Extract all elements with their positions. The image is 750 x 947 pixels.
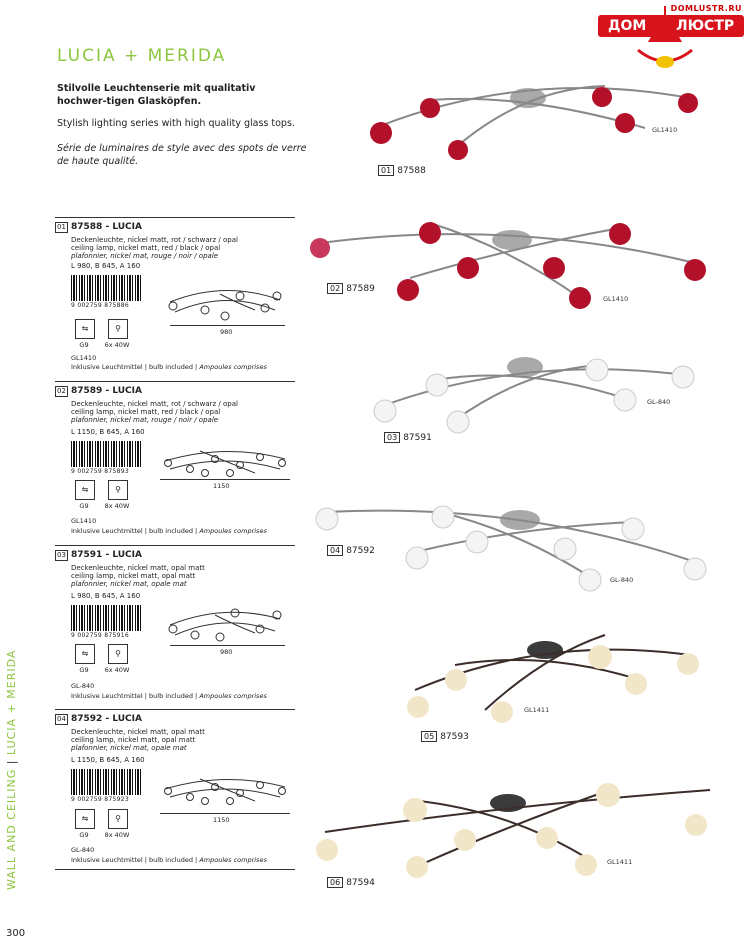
glass-code: GL1410 [71,517,97,525]
bulb-included-fr: Ampoules comprises [199,856,267,864]
chandelier-logo-icon [630,2,700,74]
entry-87588 [55,217,295,377]
socket-icon: ⇋ [75,319,95,339]
entry-dimensions: L 980, B 645, A 160 [71,262,141,270]
entry-desc-fr: plafonnier, nickel mat, rouge / noir / opale [71,416,219,424]
entry-87589 [55,381,295,541]
lamp-sketch-icon [160,443,290,479]
page-title: LUCIA + MERIDA [57,46,227,66]
bulb-icon: ⚲ [108,809,128,829]
socket-icon: ⇋ [75,480,95,500]
entry-dimensions: L 1150, B 645, A 160 [71,756,145,764]
product-photo-87591 [365,345,705,440]
product-label-05 [421,731,469,742]
entry-desc-en: ceiling lamp, nickel matt, opal matt [71,572,196,580]
socket-label: G9 [79,502,89,510]
product-label-02 [327,283,375,294]
product-number: 03 [384,432,400,443]
entry-number: 04 [55,714,68,725]
bulb-icon: ⚲ [108,644,128,664]
dimension-width: 980 [220,648,233,656]
socket-label: G9 [79,831,89,839]
barcode-icon [71,605,141,631]
glass-code: GL1410 [71,354,97,362]
logo-word-dom: ДОМ [608,18,647,34]
product-number: 04 [327,545,343,556]
bulb-included [71,527,267,535]
page-number: 300 [6,928,26,939]
barcode-icon [71,275,141,301]
glass-code-photo-03: GL-840 [647,398,671,406]
product-photo-87588 [355,78,715,168]
product-code: 87593 [440,732,469,742]
socket-label: G9 [79,341,89,349]
glass-code-photo-04: GL-840 [610,576,634,584]
entry-desc-fr: plafonnier, nickel mat, opale mat [71,580,187,588]
product-photo-87589 [300,208,720,318]
barcode-icon [71,769,141,795]
entry-desc-en: ceiling lamp, nickel matt, red / black / opal [71,244,221,252]
side-section-label [5,650,18,890]
glass-code-photo-05: GL1411 [524,706,550,714]
power-label: 8x 40W [104,502,130,510]
intro-french: Série de luminaires de style avec des spots de verre de haute qualité. [57,143,307,167]
product-number: 02 [327,283,343,294]
power-label: 8x 40W [104,831,130,839]
logo-url: DOMLUSTR.RU [670,4,742,13]
side-label-series: LUCIA + MERIDA [5,649,18,755]
intro-german: Stilvolle Leuchtenserie mit qualitativ hochwer-tigen Glasköpfen. [57,83,256,107]
bulb-included-text: Inklusive Leuchtmittel | bulb included | [71,363,200,371]
socket-icon: ⇋ [75,644,95,664]
entry-desc-en: ceiling lamp, nickel matt, red / black / opal [71,408,221,416]
dimension-width: 1150 [213,482,230,490]
dimension-line [160,479,290,480]
lamp-sketch-icon [160,771,290,807]
socket-icon: ⇋ [75,809,95,829]
entry-number: 01 [55,222,68,233]
product-label-04 [327,545,375,556]
entry-87592 [55,709,295,877]
dimension-width: 1150 [213,816,230,824]
barcode-number: 9 002759 875886 [71,302,129,309]
bulb-icon: ⚲ [108,319,128,339]
power-label: 6x 40W [104,341,130,349]
entry-desc-de: Deckenleuchte, nickel matt, rot / schwarz / opal [71,400,238,408]
entry-desc-de: Deckenleuchte, nickel matt, rot / schwarz / opal [71,236,238,244]
glass-code-photo-02: GL1410 [603,295,629,303]
socket-label: G9 [79,666,89,674]
glass-code: GL-840 [71,846,95,854]
product-label-06 [327,877,375,888]
bulb-included [71,692,267,700]
bulb-included-text: Inklusive Leuchtmittel | bulb included | [71,527,200,535]
entry-desc-en: ceiling lamp, nickel matt, opal matt [71,736,196,744]
product-code: 87591 [403,433,432,443]
entry-desc-fr: plafonnier, nickel mat, rouge / noir / opale [71,252,219,260]
entry-number: 03 [55,550,68,561]
glass-code: GL-840 [71,682,95,690]
bulb-included [71,363,267,371]
dimension-line [170,645,285,646]
glass-code-photo-06: GL1411 [607,858,633,866]
dimension-width: 980 [220,328,233,336]
product-code: 87588 [397,166,426,176]
entry-dimensions: L 1150, B 645, A 160 [71,428,145,436]
intro-english: Stylish lighting series with high quality glass tops. [57,118,295,129]
product-number: 06 [327,877,343,888]
entry-heading: 87589 - LUCIA [71,386,142,396]
bulb-included-fr: Ampoules comprises [199,692,267,700]
entry-desc-de: Deckenleuchte, nickel matt, opal matt [71,564,205,572]
entry-heading: 87592 - LUCIA [71,714,142,724]
power-label: 6x 40W [104,666,130,674]
bulb-included-fr: Ampoules comprises [199,527,267,535]
entry-dimensions: L 980, B 645, A 160 [71,592,141,600]
bulb-included-text: Inklusive Leuchtmittel | bulb included | [71,856,200,864]
barcode-number: 9 002759 875923 [71,796,129,803]
logo-word-lustr: ЛЮСТР [676,18,735,34]
entry-heading: 87591 - LUCIA [71,550,142,560]
product-code: 87589 [346,284,375,294]
entry-desc-de: Deckenleuchte, nickel matt, opal matt [71,728,205,736]
glass-code-photo-01: GL1410 [652,126,678,134]
entry-number: 02 [55,386,68,397]
side-label-sep: | [5,759,18,765]
bulb-included-fr: Ampoules comprises [199,363,267,371]
barcode-icon [71,441,141,467]
entry-heading: 87588 - LUCIA [71,222,142,232]
bulb-included-text: Inklusive Leuchtmittel | bulb included | [71,692,200,700]
product-photo-87593 [400,625,710,725]
lamp-sketch-icon [165,603,285,643]
product-code: 87592 [346,546,375,556]
barcode-number: 9 002759 875893 [71,468,129,475]
dimension-line [160,813,290,814]
product-photo-87594 [310,770,720,885]
entry-87591 [55,545,295,705]
product-photo-87592 [305,492,725,592]
bulb-icon: ⚲ [108,480,128,500]
product-label-03 [384,432,432,443]
barcode-number: 9 002759 875916 [71,632,129,639]
entry-desc-fr: plafonnier, nickel mat, opale mat [71,744,187,752]
dimension-line [170,325,285,326]
product-number: 01 [378,165,394,176]
bulb-included [71,856,267,864]
product-number: 05 [421,731,437,742]
product-code: 87594 [346,878,375,888]
side-label-category: WALL AND CEILING [5,768,18,890]
lamp-sketch-icon [165,282,285,322]
product-label-01 [378,165,426,176]
